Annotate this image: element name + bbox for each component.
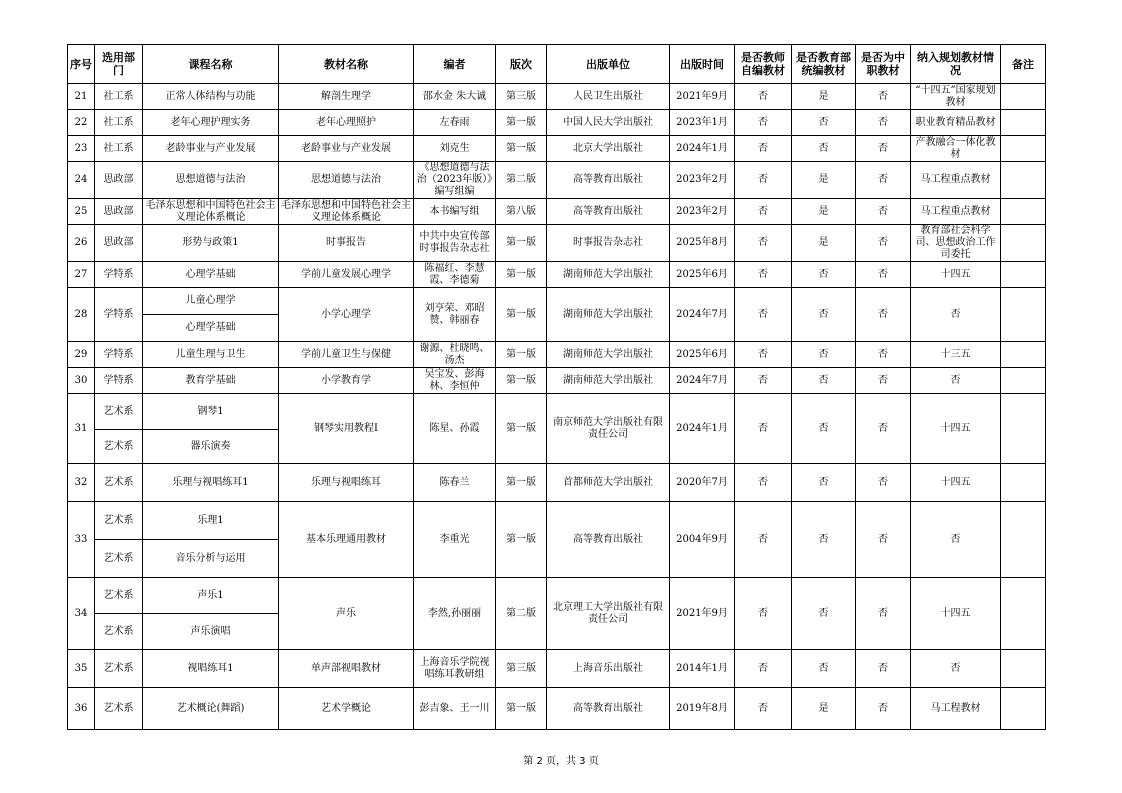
textbook-cell: 老年心理照护 [279, 110, 414, 136]
publish-date-cell: 2014年1月 [670, 650, 735, 688]
course-cell: 乐理1 [143, 502, 279, 540]
self-compiled-cell: 否 [735, 464, 792, 502]
note-cell [1001, 110, 1046, 136]
row-number: 22 [68, 110, 95, 136]
self-compiled-cell: 否 [735, 342, 792, 368]
note-cell [1001, 84, 1046, 110]
secondary-vocational-cell: 否 [856, 394, 911, 464]
course-cell: 毛泽东思想和中国特色社会主义理论体系概论 [143, 199, 279, 225]
header-edition: 版次 [496, 45, 547, 84]
course-cell: 老龄事业与产业发展 [143, 136, 279, 162]
publisher-cell: 首都师范大学出版社 [547, 464, 670, 502]
course-cell: 老年心理护理实务 [143, 110, 279, 136]
header-publisher: 出版单位 [547, 45, 670, 84]
course-cell: 钢琴1 [143, 394, 279, 430]
dept-cell: 社工系 [95, 84, 143, 110]
self-compiled-cell: 否 [735, 368, 792, 394]
planning-cell: 十四五 [911, 464, 1001, 502]
row-number: 23 [68, 136, 95, 162]
edition-cell: 第一版 [496, 110, 547, 136]
self-compiled-cell: 否 [735, 650, 792, 688]
dept-cell: 思政部 [95, 199, 143, 225]
self-compiled-cell: 否 [735, 394, 792, 464]
row-number: 31 [68, 394, 95, 464]
textbook-cell: 乐理与视唱练耳 [279, 464, 414, 502]
moe-unified-cell: 否 [792, 650, 856, 688]
header-dept: 选用部门 [95, 45, 143, 84]
row-number: 24 [68, 162, 95, 199]
publisher-cell: 人民卫生出版社 [547, 84, 670, 110]
note-cell [1001, 136, 1046, 162]
note-cell [1001, 394, 1046, 464]
table-row [68, 84, 1046, 110]
publisher-cell: 时事报告杂志社 [547, 225, 670, 262]
secondary-vocational-cell: 否 [856, 578, 911, 650]
self-compiled-cell: 否 [735, 288, 792, 342]
editor-cell: 李然,孙丽丽 [414, 578, 496, 650]
row-number: 21 [68, 84, 95, 110]
publish-date-cell: 2024年7月 [670, 288, 735, 342]
planning-cell: 否 [911, 650, 1001, 688]
textbook-cell: 小学心理学 [279, 288, 414, 342]
planning-cell: 马工程重点教材 [911, 199, 1001, 225]
publish-date-cell: 2024年7月 [670, 368, 735, 394]
edition-cell: 第一版 [496, 464, 547, 502]
self-compiled-cell: 否 [735, 110, 792, 136]
note-cell [1001, 342, 1046, 368]
table-row [68, 199, 1046, 225]
editor-cell: 上海音乐学院视唱练耳教研组 [414, 650, 496, 688]
dept-cell: 社工系 [95, 110, 143, 136]
editor-cell: 陈星、孙霞 [414, 394, 496, 464]
note-cell [1001, 502, 1046, 578]
dept-cell: 艺术系 [95, 650, 143, 688]
secondary-vocational-cell: 否 [856, 199, 911, 225]
course-cell: 形势与政策1 [143, 225, 279, 262]
publish-date-cell: 2021年9月 [670, 578, 735, 650]
row-number: 27 [68, 262, 95, 288]
table-row [68, 650, 1046, 688]
editor-cell: 吴宝发、彭海林、李恒仲 [414, 368, 496, 394]
header-planning: 纳入规划教材情况 [911, 45, 1001, 84]
note-cell [1001, 225, 1046, 262]
edition-cell: 第一版 [496, 368, 547, 394]
table-row [68, 688, 1046, 730]
header-moe-unified: 是否教育部统编教材 [792, 45, 856, 84]
dept-cell: 学特系 [95, 368, 143, 394]
planning-cell: 十三五 [911, 342, 1001, 368]
secondary-vocational-cell: 否 [856, 368, 911, 394]
secondary-vocational-cell: 否 [856, 136, 911, 162]
course-cell: 器乐演奏 [143, 430, 279, 464]
table-row [68, 162, 1046, 199]
editor-cell: 刘克生 [414, 136, 496, 162]
dept-cell: 艺术系 [95, 540, 143, 578]
moe-unified-cell: 否 [792, 578, 856, 650]
secondary-vocational-cell: 否 [856, 464, 911, 502]
self-compiled-cell: 否 [735, 578, 792, 650]
textbook-cell: 毛泽东思想和中国特色社会主义理论体系概论 [279, 199, 414, 225]
secondary-vocational-cell: 否 [856, 688, 911, 730]
page-footer: 第 2 页，共 3 页 [523, 756, 599, 767]
dept-cell: 思政部 [95, 225, 143, 262]
publisher-cell: 上海音乐出版社 [547, 650, 670, 688]
publish-date-cell: 2023年1月 [670, 110, 735, 136]
moe-unified-cell: 否 [792, 342, 856, 368]
secondary-vocational-cell: 否 [856, 288, 911, 342]
course-cell: 乐理与视唱练耳1 [143, 464, 279, 502]
moe-unified-cell: 否 [792, 262, 856, 288]
editor-cell: 邵水金 朱大诚 [414, 84, 496, 110]
row-number: 28 [68, 288, 95, 342]
editor-cell: 左春雨 [414, 110, 496, 136]
publisher-cell: 湖南师范大学出版社 [547, 262, 670, 288]
course-cell: 音乐分析与运用 [143, 540, 279, 578]
self-compiled-cell: 否 [735, 199, 792, 225]
table-row [68, 342, 1046, 368]
header-note: 备注 [1001, 45, 1046, 84]
textbook-cell: 解剖生理学 [279, 84, 414, 110]
row-number: 36 [68, 688, 95, 730]
note-cell [1001, 368, 1046, 394]
dept-cell: 学特系 [95, 288, 143, 342]
header-textbook: 教材名称 [279, 45, 414, 84]
dept-cell: 艺术系 [95, 394, 143, 430]
table-row [68, 578, 1046, 614]
row-number: 34 [68, 578, 95, 650]
row-number: 30 [68, 368, 95, 394]
edition-cell: 第一版 [496, 394, 547, 464]
edition-cell: 第一版 [496, 342, 547, 368]
publish-date-cell: 2024年1月 [670, 136, 735, 162]
course-cell: 视唱练耳1 [143, 650, 279, 688]
dept-cell: 学特系 [95, 262, 143, 288]
edition-cell: 第一版 [496, 688, 547, 730]
secondary-vocational-cell: 否 [856, 262, 911, 288]
course-cell: 儿童生理与卫生 [143, 342, 279, 368]
moe-unified-cell: 是 [792, 84, 856, 110]
secondary-vocational-cell: 否 [856, 650, 911, 688]
dept-cell: 艺术系 [95, 430, 143, 464]
publish-date-cell: 2025年6月 [670, 342, 735, 368]
note-cell [1001, 162, 1046, 199]
edition-cell: 第三版 [496, 84, 547, 110]
header-row [68, 45, 1046, 84]
self-compiled-cell: 否 [735, 84, 792, 110]
note-cell [1001, 578, 1046, 650]
editor-cell: 陈福红、李慧霞、李德菊 [414, 262, 496, 288]
moe-unified-cell: 否 [792, 394, 856, 464]
row-number: 35 [68, 650, 95, 688]
dept-cell: 艺术系 [95, 502, 143, 540]
note-cell [1001, 199, 1046, 225]
self-compiled-cell: 否 [735, 688, 792, 730]
header-secondary-vocational: 是否为中职教材 [856, 45, 911, 84]
secondary-vocational-cell: 否 [856, 342, 911, 368]
table-row [68, 368, 1046, 394]
table-row [68, 110, 1046, 136]
textbook-cell: 艺术学概论 [279, 688, 414, 730]
textbook-cell: 单声部视唱教材 [279, 650, 414, 688]
header-date: 出版时间 [670, 45, 735, 84]
row-number: 32 [68, 464, 95, 502]
editor-cell: 李重光 [414, 502, 496, 578]
self-compiled-cell: 否 [735, 262, 792, 288]
publisher-cell: 中国人民大学出版社 [547, 110, 670, 136]
row-number: 25 [68, 199, 95, 225]
editor-cell: 中共中央宣传部时事报告杂志社 [414, 225, 496, 262]
edition-cell: 第一版 [496, 502, 547, 578]
row-number: 33 [68, 502, 95, 578]
textbook-cell: 声乐 [279, 578, 414, 650]
moe-unified-cell: 是 [792, 162, 856, 199]
edition-cell: 第一版 [496, 136, 547, 162]
textbook-cell: 老龄事业与产业发展 [279, 136, 414, 162]
publisher-cell: 湖南师范大学出版社 [547, 342, 670, 368]
moe-unified-cell: 否 [792, 110, 856, 136]
publish-date-cell: 2025年6月 [670, 262, 735, 288]
header-self-compiled: 是否教师自编教材 [735, 45, 792, 84]
secondary-vocational-cell: 否 [856, 110, 911, 136]
moe-unified-cell: 否 [792, 288, 856, 342]
moe-unified-cell: 否 [792, 502, 856, 578]
edition-cell: 第三版 [496, 650, 547, 688]
textbook-cell: 基本乐理通用教材 [279, 502, 414, 578]
textbook-table [67, 44, 1046, 730]
course-cell: 心理学基础 [143, 315, 279, 342]
note-cell [1001, 650, 1046, 688]
publish-date-cell: 2025年8月 [670, 225, 735, 262]
planning-cell: 否 [911, 502, 1001, 578]
planning-cell: 产教融合一体化教材 [911, 136, 1001, 162]
course-cell: 教育学基础 [143, 368, 279, 394]
publish-date-cell: 2021年9月 [670, 84, 735, 110]
course-cell: 声乐演唱 [143, 614, 279, 650]
edition-cell: 第八版 [496, 199, 547, 225]
dept-cell: 艺术系 [95, 688, 143, 730]
edition-cell: 第一版 [496, 225, 547, 262]
publish-date-cell: 2019年8月 [670, 688, 735, 730]
planning-cell: 马工程重点教材 [911, 162, 1001, 199]
publish-date-cell: 2020年7月 [670, 464, 735, 502]
course-cell: 思想道德与法治 [143, 162, 279, 199]
editor-cell: 刘亨荣、邓昭赞、韩丽春 [414, 288, 496, 342]
course-cell: 心理学基础 [143, 262, 279, 288]
moe-unified-cell: 是 [792, 199, 856, 225]
publish-date-cell: 2004年9月 [670, 502, 735, 578]
moe-unified-cell: 否 [792, 368, 856, 394]
secondary-vocational-cell: 否 [856, 162, 911, 199]
publisher-cell: 高等教育出版社 [547, 199, 670, 225]
publish-date-cell: 2023年2月 [670, 199, 735, 225]
header-no: 序号 [68, 45, 95, 84]
dept-cell: 社工系 [95, 136, 143, 162]
course-cell: 艺术概论(舞蹈) [143, 688, 279, 730]
header-course: 课程名称 [143, 45, 279, 84]
table-row [68, 288, 1046, 315]
edition-cell: 第一版 [496, 288, 547, 342]
dept-cell: 学特系 [95, 342, 143, 368]
self-compiled-cell: 否 [735, 162, 792, 199]
secondary-vocational-cell: 否 [856, 502, 911, 578]
planning-cell: 教育部社会科学司、思想政治工作司委托 [911, 225, 1001, 262]
moe-unified-cell: 是 [792, 688, 856, 730]
table-row [68, 502, 1046, 540]
textbook-cell: 时事报告 [279, 225, 414, 262]
edition-cell: 第二版 [496, 162, 547, 199]
editor-cell: 《思想道德与法治（2023年版）》编写组编 [414, 162, 496, 199]
moe-unified-cell: 否 [792, 464, 856, 502]
planning-cell: “十四五”国家规划教材 [911, 84, 1001, 110]
course-cell: 儿童心理学 [143, 288, 279, 315]
textbook-cell: 思想道德与法治 [279, 162, 414, 199]
editor-cell: 本书编写组 [414, 199, 496, 225]
publish-date-cell: 2024年1月 [670, 394, 735, 464]
publisher-cell: 高等教育出版社 [547, 502, 670, 578]
row-number: 29 [68, 342, 95, 368]
editor-cell: 谢源、杜晓鸣、汤杰 [414, 342, 496, 368]
publisher-cell: 湖南师范大学出版社 [547, 288, 670, 342]
editor-cell: 彭吉象、王一川 [414, 688, 496, 730]
planning-cell: 十四五 [911, 578, 1001, 650]
table-row [68, 136, 1046, 162]
table-row [68, 262, 1046, 288]
planning-cell: 马工程教材 [911, 688, 1001, 730]
dept-cell: 艺术系 [95, 578, 143, 614]
publisher-cell: 高等教育出版社 [547, 688, 670, 730]
publisher-cell: 北京理工大学出版社有限责任公司 [547, 578, 670, 650]
course-cell: 声乐1 [143, 578, 279, 614]
moe-unified-cell: 是 [792, 225, 856, 262]
note-cell [1001, 288, 1046, 342]
editor-cell: 陈春兰 [414, 464, 496, 502]
textbook-cell: 学前儿童卫生与保健 [279, 342, 414, 368]
self-compiled-cell: 否 [735, 502, 792, 578]
publisher-cell: 北京大学出版社 [547, 136, 670, 162]
dept-cell: 艺术系 [95, 464, 143, 502]
publisher-cell: 南京师范大学出版社有限责任公司 [547, 394, 670, 464]
publish-date-cell: 2023年2月 [670, 162, 735, 199]
textbook-cell: 钢琴实用教程I [279, 394, 414, 464]
self-compiled-cell: 否 [735, 225, 792, 262]
edition-cell: 第一版 [496, 262, 547, 288]
note-cell [1001, 464, 1046, 502]
row-number: 26 [68, 225, 95, 262]
dept-cell: 思政部 [95, 162, 143, 199]
planning-cell: 十四五 [911, 394, 1001, 464]
textbook-cell: 小学教育学 [279, 368, 414, 394]
textbook-cell: 学前儿童发展心理学 [279, 262, 414, 288]
table-row [68, 394, 1046, 430]
dept-cell: 艺术系 [95, 614, 143, 650]
planning-cell: 否 [911, 368, 1001, 394]
planning-cell: 否 [911, 288, 1001, 342]
self-compiled-cell: 否 [735, 136, 792, 162]
header-editor: 编者 [414, 45, 496, 84]
planning-cell: 十四五 [911, 262, 1001, 288]
publisher-cell: 高等教育出版社 [547, 162, 670, 199]
note-cell [1001, 688, 1046, 730]
edition-cell: 第二版 [496, 578, 547, 650]
secondary-vocational-cell: 否 [856, 225, 911, 262]
course-cell: 正常人体结构与功能 [143, 84, 279, 110]
table-row [68, 225, 1046, 262]
secondary-vocational-cell: 否 [856, 84, 911, 110]
moe-unified-cell: 否 [792, 136, 856, 162]
table-row [68, 464, 1046, 502]
planning-cell: 职业教育精品教材 [911, 110, 1001, 136]
publisher-cell: 湖南师范大学出版社 [547, 368, 670, 394]
note-cell [1001, 262, 1046, 288]
